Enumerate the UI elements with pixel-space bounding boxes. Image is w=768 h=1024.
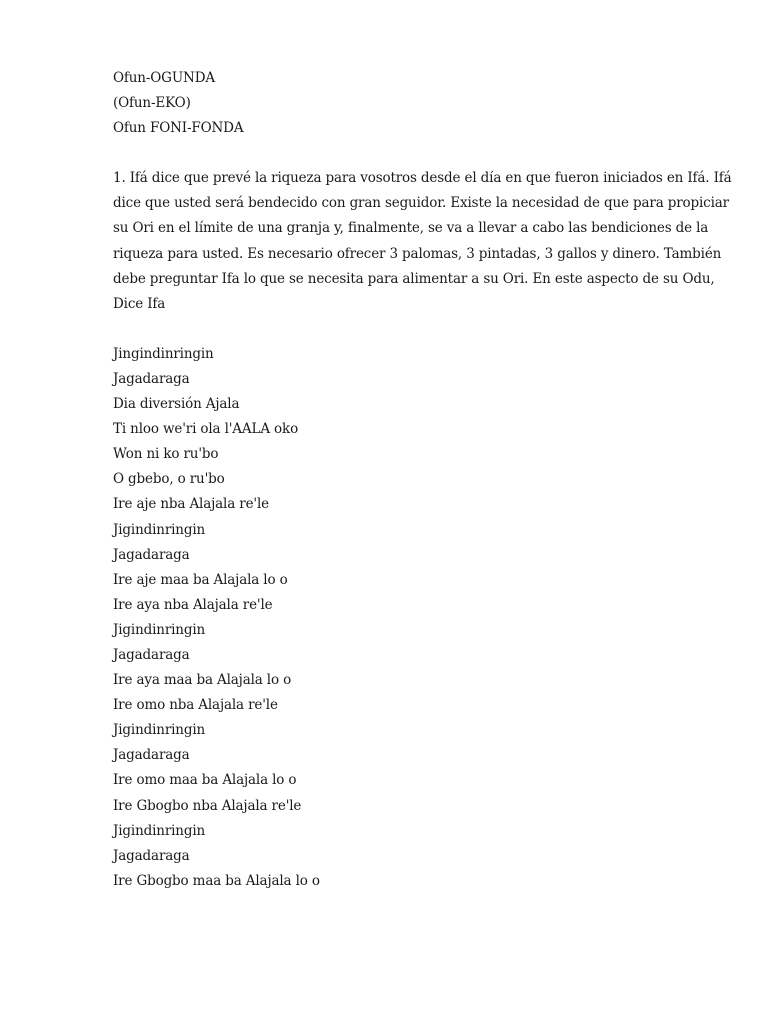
- verse-line: Ire omo maa ba Alajala lo o: [113, 772, 297, 789]
- verse-block: [113, 342, 653, 894]
- verse-line: Jigindinringin: [113, 722, 206, 739]
- document-page: [113, 66, 732, 894]
- verse-line: Jagadaraga: [113, 646, 190, 663]
- verse-line: Jigindinringin: [113, 621, 206, 638]
- intro-paragraph: [113, 166, 732, 317]
- paragraph-line: su Ori en el límite de una granja y, finalmente, se va a llevar a cabo las bendiciones de la: [113, 220, 709, 237]
- paragraph-line: 1. Ifá dice que prevé la riqueza para vosotros desde el día en que fueron iniciados en Ifá. Ifá: [113, 170, 732, 187]
- verse-line: Ire aya nba Alajala re'le: [113, 596, 273, 613]
- paragraph-line: dice que usted será bendecido con gran seguidor. Existe la necesidad de que para propiciar: [113, 195, 729, 212]
- verse-line: Ti nloo we'ri ola l'AALA oko: [113, 421, 299, 438]
- odu-subtitle: Ofun FONI-FONDA: [113, 120, 244, 137]
- verse-line: Ire Gbogbo maa ba Alajala lo o: [113, 872, 320, 889]
- verse-line: Dia diversión Ajala: [113, 396, 240, 413]
- verse-line: Jingindinringin: [113, 345, 214, 362]
- verse-line: Ire Gbogbo nba Alajala re'le: [113, 797, 302, 814]
- verse-line: Jagadaraga: [113, 546, 190, 563]
- verse-line: Jagadaraga: [113, 370, 190, 387]
- paragraph-line: riqueza para usted. Es necesario ofrecer 3 palomas, 3 pintadas, 3 gallos y dinero. También: [113, 245, 722, 262]
- verse-line: Ire aya maa ba Alajala lo o: [113, 672, 292, 689]
- verse-line: Jigindinringin: [113, 521, 206, 538]
- paragraph-line: Dice Ifa: [113, 295, 166, 312]
- verse-line: Jagadaraga: [113, 847, 190, 864]
- document-headings: [113, 66, 653, 141]
- verse-line: Ire aje nba Alajala re'le: [113, 496, 269, 513]
- verse-line: O gbebo, o ru'bo: [113, 471, 225, 488]
- odu-alt-title: (Ofun-EKO): [113, 95, 191, 112]
- verse-line: Ire omo nba Alajala re'le: [113, 697, 278, 714]
- paragraph-line: debe preguntar Ifa lo que se necesita para alimentar a su Ori. En este aspecto de su Odu,: [113, 270, 715, 287]
- verse-line: Jagadaraga: [113, 747, 190, 764]
- verse-line: Ire aje maa ba Alajala lo o: [113, 571, 288, 588]
- odu-title: Ofun-OGUNDA: [113, 70, 215, 86]
- verse-line: Jigindinringin: [113, 822, 206, 839]
- verse-line: Won ni ko ru'bo: [113, 446, 219, 463]
